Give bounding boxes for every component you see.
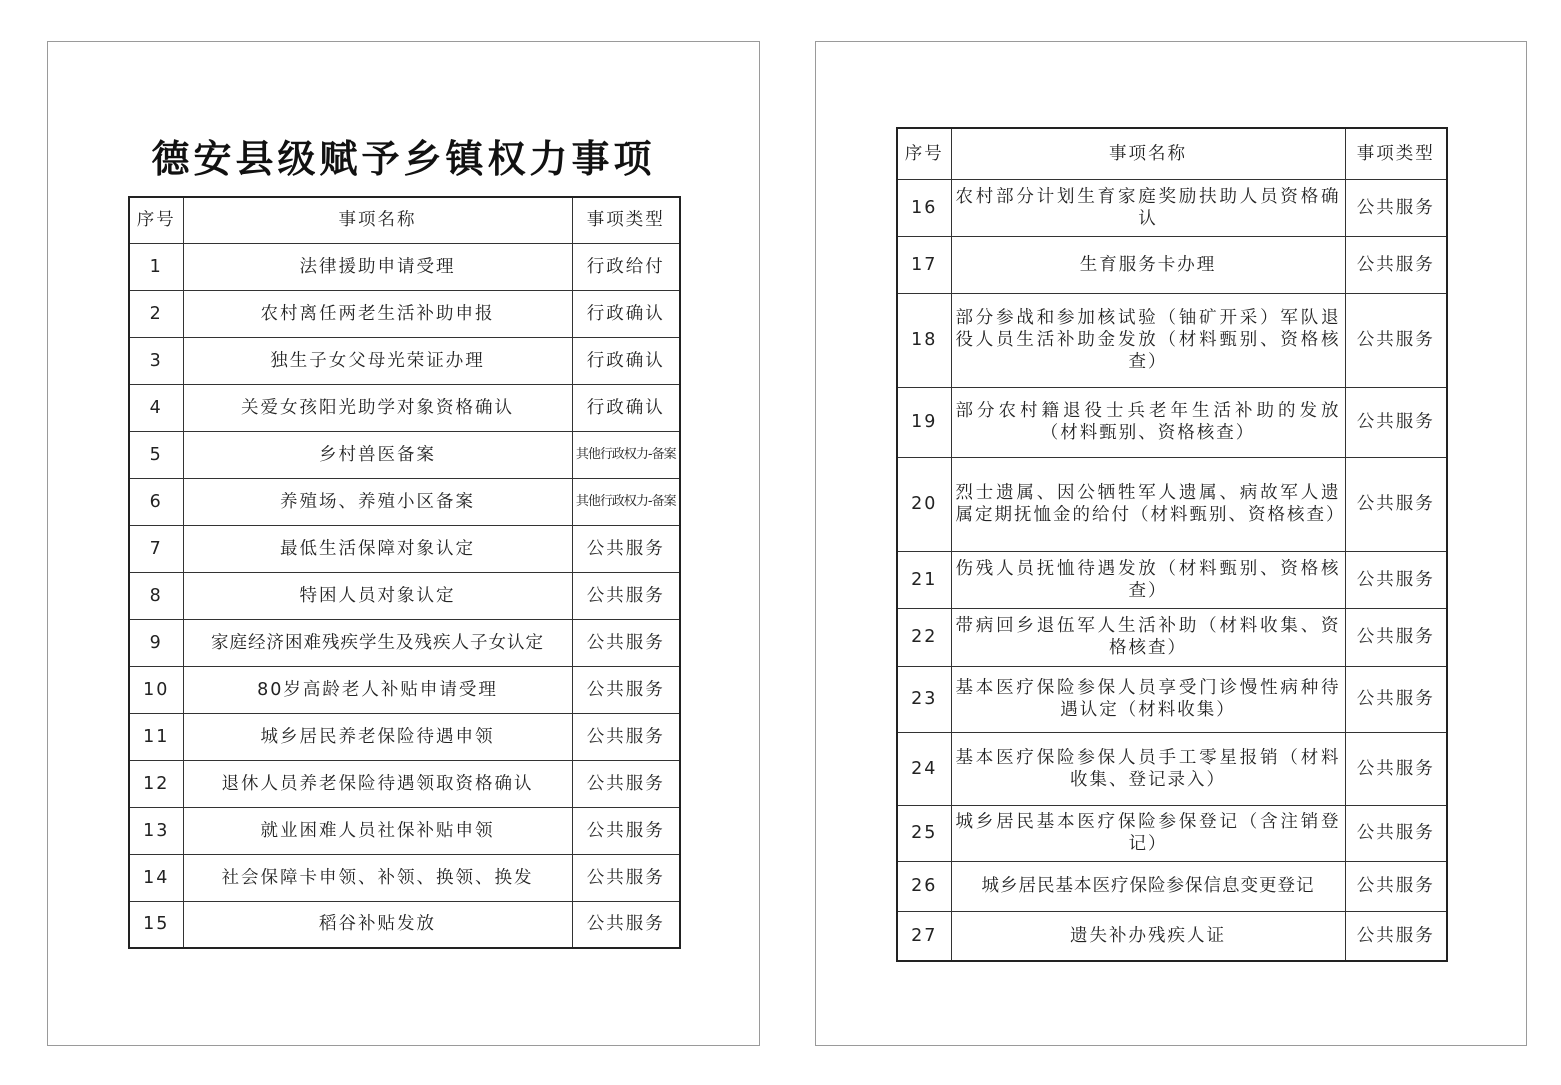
row-type: 公共服务 — [572, 525, 680, 572]
row-no: 17 — [897, 236, 951, 293]
row-name: 城乡居民基本医疗保险参保信息变更登记 — [951, 861, 1345, 911]
items-table-left — [128, 196, 681, 949]
row-name: 独生子女父母光荣证办理 — [183, 337, 572, 384]
row-name: 遗失补办残疾人证 — [951, 911, 1345, 961]
row-name: 80岁高龄老人补贴申请受理 — [183, 666, 572, 713]
table-row — [129, 478, 680, 525]
header-type: 事项类型 — [572, 197, 680, 243]
row-no: 20 — [897, 457, 951, 551]
row-type: 公共服务 — [572, 854, 680, 901]
table-header — [897, 128, 1447, 179]
row-no: 9 — [129, 619, 183, 666]
row-type: 公共服务 — [572, 713, 680, 760]
header-name: 事项名称 — [183, 197, 572, 243]
row-no: 27 — [897, 911, 951, 961]
row-type: 行政确认 — [572, 337, 680, 384]
row-no: 15 — [129, 901, 183, 948]
row-name: 农村离任两老生活补助申报 — [183, 290, 572, 337]
table-row — [129, 619, 680, 666]
row-no: 23 — [897, 666, 951, 732]
table-row — [897, 179, 1447, 236]
items-table-right — [896, 127, 1448, 962]
row-no: 2 — [129, 290, 183, 337]
row-no: 3 — [129, 337, 183, 384]
table-row — [129, 807, 680, 854]
row-type: 公共服务 — [1345, 387, 1447, 457]
table-row — [129, 666, 680, 713]
table-row — [897, 457, 1447, 551]
row-type: 公共服务 — [1345, 457, 1447, 551]
table-row — [897, 732, 1447, 805]
row-no: 6 — [129, 478, 183, 525]
table-row — [129, 243, 680, 290]
table-row — [897, 911, 1447, 961]
row-name: 最低生活保障对象认定 — [183, 525, 572, 572]
row-no: 16 — [897, 179, 951, 236]
row-type: 公共服务 — [572, 619, 680, 666]
row-type: 公共服务 — [1345, 608, 1447, 666]
row-no: 14 — [129, 854, 183, 901]
row-type: 公共服务 — [1345, 666, 1447, 732]
row-type: 公共服务 — [1345, 732, 1447, 805]
row-type: 公共服务 — [572, 807, 680, 854]
table-row — [897, 551, 1447, 608]
header-no: 序号 — [897, 128, 951, 179]
row-no: 7 — [129, 525, 183, 572]
row-no: 24 — [897, 732, 951, 805]
table-row — [129, 290, 680, 337]
table-row — [129, 713, 680, 760]
row-no: 4 — [129, 384, 183, 431]
row-no: 8 — [129, 572, 183, 619]
row-type: 行政确认 — [572, 384, 680, 431]
table-row — [897, 861, 1447, 911]
table-row — [897, 608, 1447, 666]
table-row — [129, 901, 680, 948]
table-row — [129, 854, 680, 901]
table-row — [129, 431, 680, 478]
table-row — [129, 572, 680, 619]
row-name: 部分农村籍退役士兵老年生活补助的发放（材料甄别、资格核查） — [951, 387, 1345, 457]
row-type: 其他行政权力-备案 — [572, 478, 680, 525]
row-no: 21 — [897, 551, 951, 608]
table-row — [897, 805, 1447, 861]
row-name: 特困人员对象认定 — [183, 572, 572, 619]
left-page — [47, 41, 760, 1046]
row-no: 26 — [897, 861, 951, 911]
row-type: 行政确认 — [572, 290, 680, 337]
header-type: 事项类型 — [1345, 128, 1447, 179]
table-row — [897, 293, 1447, 387]
row-type: 公共服务 — [1345, 861, 1447, 911]
row-name: 法律援助申请受理 — [183, 243, 572, 290]
row-type: 公共服务 — [1345, 236, 1447, 293]
row-name: 关爱女孩阳光助学对象资格确认 — [183, 384, 572, 431]
row-type: 其他行政权力-备案 — [572, 431, 680, 478]
row-no: 18 — [897, 293, 951, 387]
right-page — [815, 41, 1527, 1046]
row-no: 10 — [129, 666, 183, 713]
row-no: 25 — [897, 805, 951, 861]
table-row — [129, 760, 680, 807]
row-name: 乡村兽医备案 — [183, 431, 572, 478]
row-no: 19 — [897, 387, 951, 457]
row-type: 行政给付 — [572, 243, 680, 290]
row-type: 公共服务 — [572, 760, 680, 807]
row-type: 公共服务 — [1345, 551, 1447, 608]
row-name: 烈士遗属、因公牺牲军人遗属、病故军人遗属定期抚恤金的给付（材料甄别、资格核查） — [951, 457, 1345, 551]
row-no: 11 — [129, 713, 183, 760]
row-name: 城乡居民基本医疗保险参保登记（含注销登记） — [951, 805, 1345, 861]
row-type: 公共服务 — [1345, 293, 1447, 387]
row-no: 1 — [129, 243, 183, 290]
row-no: 22 — [897, 608, 951, 666]
row-no: 5 — [129, 431, 183, 478]
header-no: 序号 — [129, 197, 183, 243]
document-title: 德安县级赋予乡镇权力事项 — [151, 136, 656, 181]
row-name: 带病回乡退伍军人生活补助（材料收集、资格核查） — [951, 608, 1345, 666]
table-row — [897, 666, 1447, 732]
row-name: 伤残人员抚恤待遇发放（材料甄别、资格核查） — [951, 551, 1345, 608]
table-row — [129, 525, 680, 572]
row-name: 城乡居民养老保险待遇申领 — [183, 713, 572, 760]
row-name: 家庭经济困难残疾学生及残疾人子女认定 — [183, 619, 572, 666]
table-row — [129, 337, 680, 384]
row-type: 公共服务 — [1345, 805, 1447, 861]
row-name: 退休人员养老保险待遇领取资格确认 — [183, 760, 572, 807]
table-header — [129, 197, 680, 243]
row-name: 养殖场、养殖小区备案 — [183, 478, 572, 525]
row-name: 稻谷补贴发放 — [183, 901, 572, 948]
row-name: 农村部分计划生育家庭奖励扶助人员资格确认 — [951, 179, 1345, 236]
row-name: 基本医疗保险参保人员手工零星报销（材料收集、登记录入） — [951, 732, 1345, 805]
row-type: 公共服务 — [1345, 179, 1447, 236]
row-name: 部分参战和参加核试验（铀矿开采）军队退役人员生活补助金发放（材料甄别、资格核查） — [951, 293, 1345, 387]
table-row — [897, 236, 1447, 293]
table-row — [129, 384, 680, 431]
row-no: 12 — [129, 760, 183, 807]
row-type: 公共服务 — [572, 901, 680, 948]
row-name: 社会保障卡申领、补领、换领、换发 — [183, 854, 572, 901]
row-no: 13 — [129, 807, 183, 854]
header-name: 事项名称 — [951, 128, 1345, 179]
row-name: 基本医疗保险参保人员享受门诊慢性病种待遇认定（材料收集） — [951, 666, 1345, 732]
row-name: 就业困难人员社保补贴申领 — [183, 807, 572, 854]
row-type: 公共服务 — [1345, 911, 1447, 961]
row-type: 公共服务 — [572, 666, 680, 713]
row-name: 生育服务卡办理 — [951, 236, 1345, 293]
row-type: 公共服务 — [572, 572, 680, 619]
table-row — [897, 387, 1447, 457]
